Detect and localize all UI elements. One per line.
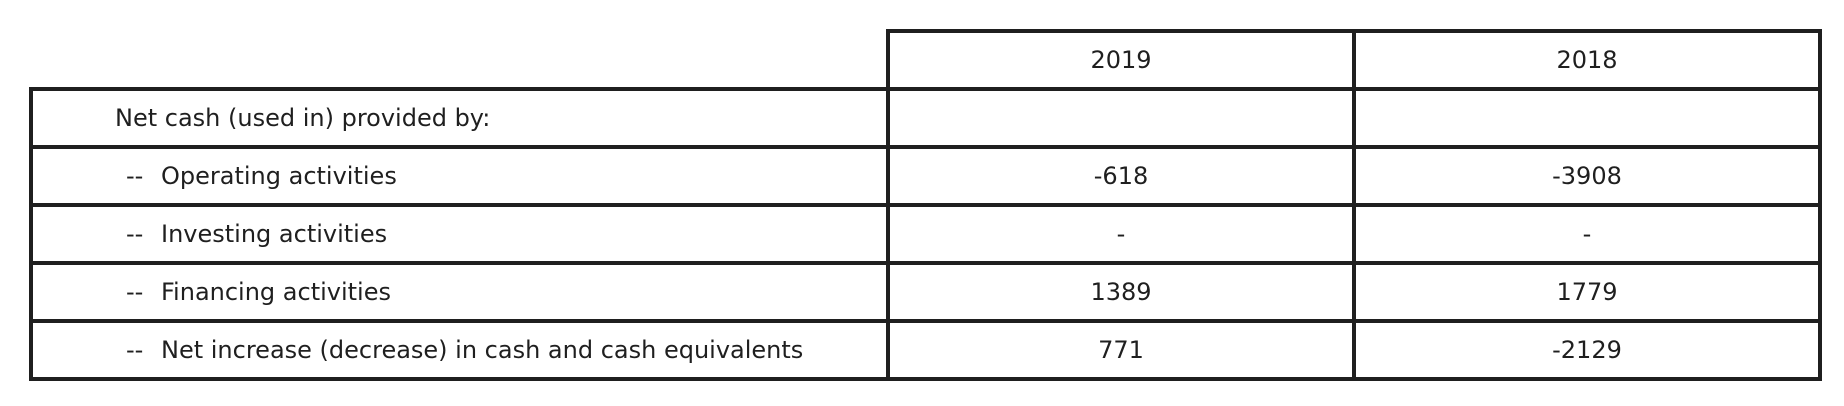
row-prefix: -- <box>126 336 144 364</box>
value-2018: -3908 <box>1354 147 1820 205</box>
row-label: Investing activities <box>161 220 388 248</box>
table-row <box>31 205 1820 263</box>
section-label-cell <box>31 89 888 147</box>
row-label-cell <box>31 205 888 263</box>
cash-flow-table <box>29 29 1822 381</box>
row-label: Financing activities <box>161 278 391 306</box>
table-row <box>31 263 1820 321</box>
value-2018: 1779 <box>1354 263 1820 321</box>
row-prefix: -- <box>126 220 144 248</box>
header-blank-cell <box>31 31 888 89</box>
column-header-2019: 2019 <box>888 31 1354 89</box>
value-2018: - <box>1354 205 1820 263</box>
row-label: Operating activities <box>161 162 397 190</box>
value-2019: 771 <box>888 321 1354 379</box>
row-label-cell <box>31 147 888 205</box>
value-2019: -618 <box>888 147 1354 205</box>
section-row <box>31 89 1820 147</box>
value-2018: -2129 <box>1354 321 1820 379</box>
section-cell-2019 <box>888 89 1354 147</box>
section-label: Net cash (used in) provided by: <box>115 104 491 132</box>
row-prefix: -- <box>126 162 144 190</box>
row-label-cell <box>31 321 888 379</box>
table-row <box>31 321 1820 379</box>
row-label-cell <box>31 263 888 321</box>
value-2019: 1389 <box>888 263 1354 321</box>
section-cell-2018 <box>1354 89 1820 147</box>
table-row <box>31 147 1820 205</box>
column-header-2018: 2018 <box>1354 31 1820 89</box>
row-prefix: -- <box>126 278 144 306</box>
table-header-row <box>31 31 1820 89</box>
row-label: Net increase (decrease) in cash and cash equivalents <box>161 336 804 364</box>
value-2019: - <box>888 205 1354 263</box>
